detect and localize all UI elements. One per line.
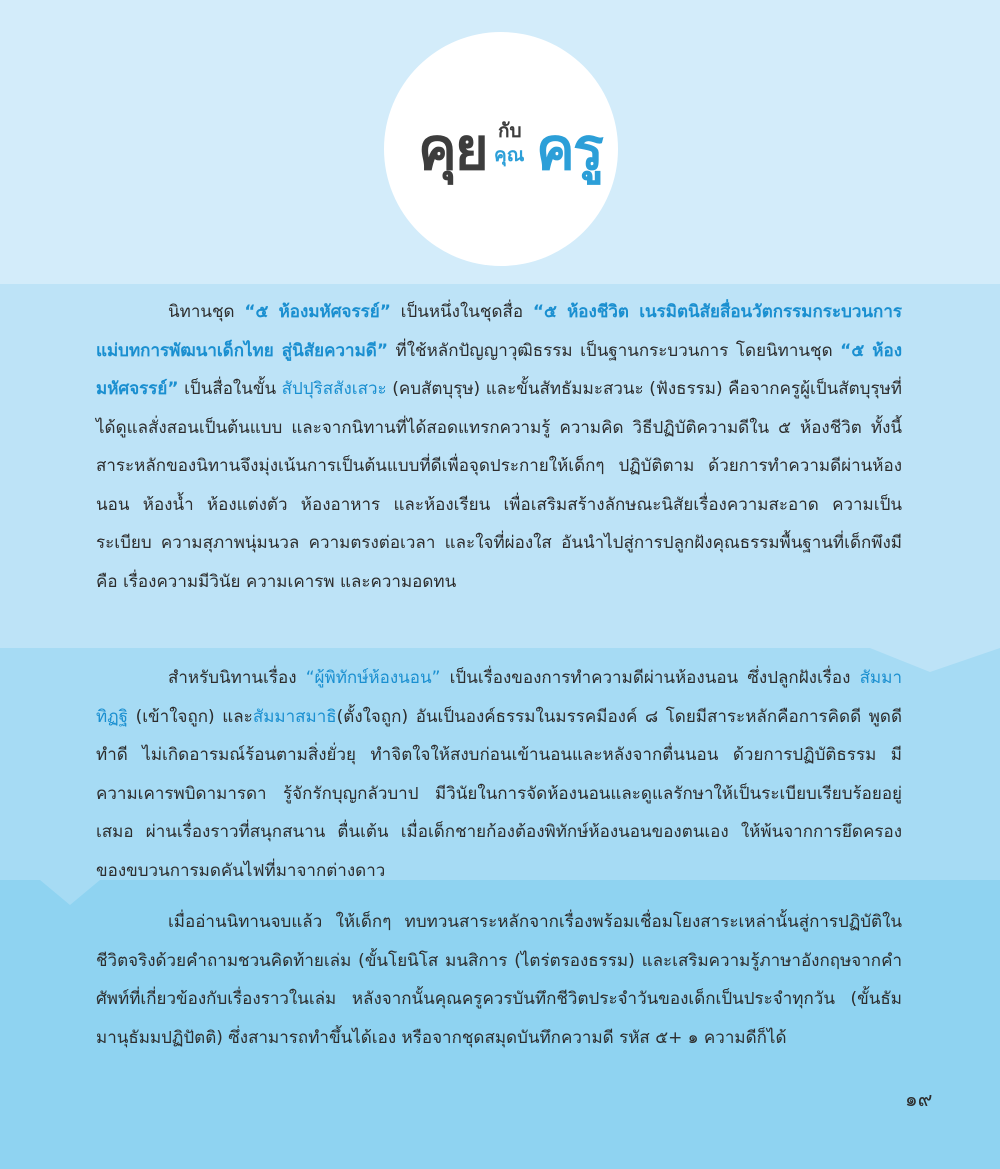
paragraph-3: [96, 903, 902, 1057]
highlight-text: สัปปุริสสังเสวะ: [281, 379, 387, 399]
logo-small-2: คุณ: [494, 144, 525, 166]
text-run: (ตั้งใจถูก) อันเป็นองค์ธรรมในมรรคมีองค์ ๘ โดยมีสาระหลักคือการคิดดี พูดดี ทำดี ไม่เกิดอารมณ์ร้อนตามสิ่งยั่วยุ ทำจิตใจให้สงบก่อนเข้านอนและหลังจากตื่นนอน ด้วยการปฏิบัติธรรม มีความเคารพบิดามารดา รู้จักรักบุญกลัวบาป มีวินัยในการจัดห้องนอนและดูแลรักษาให้เป็นระเบียบเรียบร้อยอยู่เสมอ ผ่านเรื่องราวที่สนุกสนาน ตื่นเต้น เมื่อเด็กชายก้องต้องพิทักษ์ห้องนอนของตนเอง ให้พ้นจากการยึดครองของขบวนการมดคันไฟที่มาจากต่างดาว: [96, 706, 903, 881]
highlight-text: “๕ ห้องมหัศจรรย์”: [244, 302, 391, 322]
highlight-text: สัมมาทิฏฐิ: [96, 668, 902, 727]
text-run: (เข้าใจถูก) และ: [128, 706, 253, 727]
text-run: เป็นสื่อในขั้น: [178, 379, 282, 399]
text-run: (คบสัตบุรุษ) และขั้นสัทธัมมะสวนะ (ฟังธรรม) คือจากครูผู้เป็นสัตบุรุษที่ได้ดูแลสั่งสอนเป็นต้นแบบ และจากนิทานที่ได้สอดแทรกความรู้ ความคิด วิธีปฏิบัติความดีใน ๕ ห้องชีวิต ทั้งนี้สาระหลักของนิทานจึงมุ่งเน้นการเป็นต้นแบบที่ดีเพื่อจุดประกายให้เด็กๆ ปฏิบัติตาม ด้วยการทำความดีผ่านห้องนอน ห้องน้ำ ห้องแต่งตัว ห้องอาหาร และห้องเรียน เพื่อเสริมสร้างลักษณะนิสัยเรื่องความสะอาด ความเป็นระเบียบ ความสุภาพนุ่มนวล ความตรงต่อเวลา และใจที่ผ่องใส อันนำไปสู่การปลูกฝังคุณธรรมพื้นฐานที่เด็กพึงมี คือ เรื่องความมีวินัย ความเคารพ และความอดทน: [96, 379, 903, 592]
text-run: เป็นหนึ่งในชุดสื่อ: [390, 302, 533, 322]
highlight-text: สัมมาสมาธิ: [252, 706, 337, 727]
page-number: ๑๙: [905, 1087, 933, 1111]
text-run: นิทานชุด: [168, 302, 245, 322]
logo-small-1: กับ: [498, 120, 522, 142]
logo-word-2: ครู: [536, 115, 602, 183]
highlight-text: “๕ ห้องชีวิต เนรมิตนิสัยสื่อนวัตกรรมกระบวนการแม่บทการพัฒนาเด็กไทย สู่นิสัยความดี”: [96, 302, 902, 361]
highlight-text: “ผู้พิทักษ์ห้องนอน”: [305, 668, 441, 688]
paragraph-2: [96, 659, 902, 890]
text-run: ที่ใช้หลักปัญญาวุฒิธรรม เป็นฐานกระบวนการ โดยนิทานชุด: [388, 340, 841, 361]
logo-word-1: คุย: [418, 115, 487, 183]
text-run: เมื่ออ่านนิทานจบแล้ว ให้เด็กๆ ทบทวนสาระหลักจากเรื่องพร้อมเชื่อมโยงสาระเหล่านั้นสู่การปฏิบัติในชีวิตจริงด้วยคำถามชวนคิดท้ายเล่ม (ขั้นโยนิโส มนสิการ (ไตร่ตรองธรรม) และเสริมความรู้ภาษาอังกฤษจากคำศัพท์ที่เกี่ยวข้องกับเรื่องราวในเล่ม หลังจากนั้นคุณครูควรบันทึกชีวิตประจำวันของเด็กเป็นประจำทุกวัน (ขั้นธัมมานุธัมมปฏิปัตติ) ซึ่งสามารถทำขึ้นได้เอง หรือจากชุดสมุดบันทึกความดี รหัส ๕+ ๑ ความดีก็ได้: [96, 912, 902, 1048]
logo-title: [398, 100, 608, 210]
text-run: เป็นเรื่องของการทำความดีผ่านห้องนอน ซึ่งปลูกฝังเรื่อง: [440, 668, 860, 688]
highlight-text: “๕ ห้องมหัศจรรย์”: [96, 340, 902, 399]
text-run: สำหรับนิทานเรื่อง: [168, 668, 306, 688]
paragraph-1: [96, 293, 902, 601]
